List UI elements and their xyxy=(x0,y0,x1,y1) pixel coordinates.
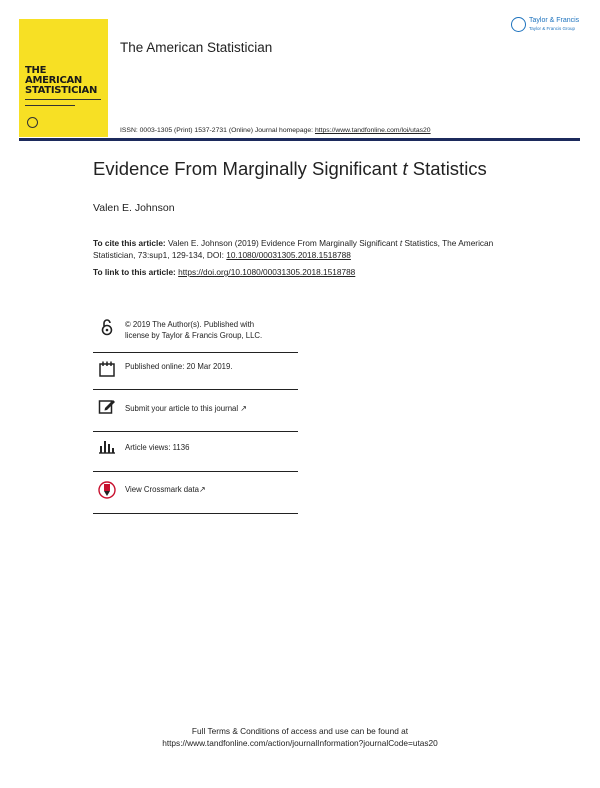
issn-text: ISSN: 0003-1305 (Print) 1537-2731 (Online) Journal homepage: xyxy=(120,127,315,134)
external-link-icon: ↗ xyxy=(198,485,206,494)
cite-italic: t xyxy=(399,238,403,248)
cover-divider xyxy=(25,105,75,106)
publisher-name: Taylor & Francis xyxy=(529,17,580,24)
license-text: © 2019 The Author(s). Published with license by Taylor & Francis Group, LLC. xyxy=(125,320,263,340)
article-views: Article views: 1136 xyxy=(125,443,190,452)
cover-title: THE AMERICAN STATISTICIAN xyxy=(25,65,98,96)
title-text-end: Statistics xyxy=(407,158,487,179)
journal-cover-image xyxy=(19,19,108,137)
publisher-logo[interactable] xyxy=(511,17,583,35)
published-date: Published online: 20 Mar 2019. xyxy=(125,362,233,371)
external-link-icon: ↗ xyxy=(240,404,247,413)
edit-icon xyxy=(98,397,116,415)
cover-seal-icon xyxy=(27,117,38,128)
crossmark-link[interactable]: View Crossmark data↗ xyxy=(125,485,206,494)
article-url-link[interactable]: https://doi.org/10.1080/00031305.2018.1518788 xyxy=(178,267,356,277)
link-label: To link to this article: xyxy=(93,267,179,277)
title-italic: t xyxy=(402,158,408,179)
citation-block xyxy=(93,238,523,279)
issn-line xyxy=(120,127,431,134)
open-access-icon xyxy=(98,318,116,336)
journal-name: The American Statistician xyxy=(120,40,273,55)
submit-link[interactable]: Submit your article to this journal ↗ xyxy=(125,404,247,413)
doi-link[interactable]: 10.1080/00031305.2018.1518788 xyxy=(226,249,351,260)
footer-terms: Full Terms & Conditions of access and use can be found at xyxy=(191,726,409,736)
crossmark-box[interactable] xyxy=(93,471,298,514)
publisher-logo-icon xyxy=(511,17,526,32)
submit-box[interactable] xyxy=(93,389,298,432)
license-box[interactable] xyxy=(93,312,298,353)
publisher-subname: Taylor & Francis Group xyxy=(529,26,576,31)
cite-label: To cite this article: xyxy=(93,238,166,248)
header-divider xyxy=(19,138,580,141)
article-title xyxy=(93,158,487,180)
title-text: Evidence From Marginally Significant xyxy=(93,158,403,179)
footer-terms-link[interactable]: https://www.tandfonline.com/action/journalInformation?journalCode=utas20 xyxy=(162,738,438,748)
published-box xyxy=(93,352,298,390)
journal-homepage-link[interactable]: https://www.tandfonline.com/loi/utas20 xyxy=(314,127,431,134)
views-box xyxy=(93,431,298,472)
bar-chart-icon xyxy=(98,437,116,455)
article-author: Valen E. Johnson xyxy=(93,202,175,214)
calendar-icon xyxy=(98,360,116,378)
crossmark-icon xyxy=(98,481,116,499)
cite-text: Valen E. Johnson (2019) Evidence From Marginally Significant xyxy=(165,238,400,248)
cite-text-2: Statistics, The American Statistician, 73:sup1, 129-134, DOI: xyxy=(93,238,494,260)
cover-divider xyxy=(25,99,101,100)
